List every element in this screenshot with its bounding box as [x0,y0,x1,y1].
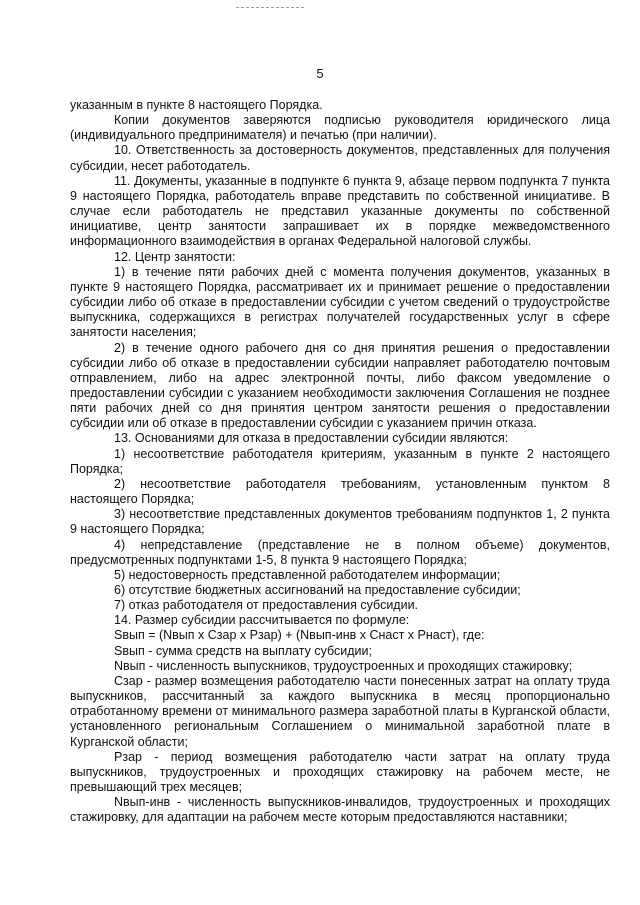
paragraph-item-13-2: 2) несоответствие работодателя требованиям, установленным пунктом 8 настоящего Порядка; [70,476,610,507]
document-body [70,98,610,826]
paragraph-item-12-2: 2) в течение одного рабочего дня со дня принятия решения о предоставлении субсидии либо об отказе в предоставлении субсидии направляет работодателю почтовым отправлением, либо на адрес электронной почты, либо факсом уведомление о предоставлении субсидии с указанием необходимости заключения Соглашения не позднее пяти рабочих дней со дня принятия центром занятости решения о предоставлении субсидии или об отказе в предоставлении субсидии с указанием причин отказа. [70,340,610,431]
paragraph-item-13-1: 1) несоответствие работодателя критериям, указанным в пункте 2 настоящего Порядка; [70,446,610,476]
paragraph-item-12-1: 1) в течение пяти рабочих дней с момента получения документов, указанных в пункте 9 настоящего Порядка, рассматривает их и принимает решение о предоставлении субсидии либо об отказе в предоставлении субсидии с учетом сведений о трудоустройстве выпускника, содержащихся в регистрах получателей государственных услуг в сфере занятости населения; [70,264,610,340]
paragraph-def-svyp: Sвып - сумма средств на выплату субсидии; [114,643,372,658]
paragraph-item-13-6: 6) отсутствие бюджетных ассигнований на предоставление субсидии; [114,583,521,597]
paragraph-continuation: указанным в пункте 8 настоящего Порядка. [70,98,323,112]
paragraph-formula: Sвып = (Nвып х Сзар х Рзар) + (Nвып-инв х Снаст х Рнаст), где: [114,628,485,643]
paragraph-def-nvyp: Nвып - численность выпускников, трудоустроенных и проходящих стажировку; [114,658,573,673]
paragraph-def-szar: Сзар - размер возмещения работодателю части понесенных затрат на оплату труда выпускников, рассчитанный за каждого выпускника в месяц пропорционально отработанному времени от минимального размера заработной платы в Курганской области, установленного региональным Соглашением о минимальной заработной плате в Курганской области; [70,673,610,749]
page-number: 5 [316,66,324,81]
scan-header-mark [236,7,304,10]
paragraph-item-10: 10. Ответственность за достоверность документов, представленных для получения субсидии, несет работодатель. [70,143,610,173]
paragraph-copies-certification: Копии документов заверяются подписью руководителя юридического лица (индивидуального предпринимателя) и печатью (при наличии). [70,113,610,143]
paragraph-item-13: 13. Основаниями для отказа в предоставлении субсидии являются: [114,431,509,446]
paragraph-item-14: 14. Размер субсидии рассчитывается по формуле: [114,613,410,628]
paragraph-item-13-4: 4) непредставление (представление не в полном объеме) документов, предусмотренных подпунктами 1-5, 8 пункта 9 настоящего Порядка; [70,537,610,567]
paragraph-item-12: 12. Центр занятости: [114,249,236,264]
paragraph-def-nvyp-inv: Nвып-инв - численность выпускников-инвалидов, трудоустроенных и проходящих стажировку, для адаптации на рабочем месте которым предоставляются наставники; [70,795,610,825]
paragraph-item-13-3: 3) несоответствие представленных документов требованиям подпунктов 1, 2 пункта 9 настоящего Порядка; [70,507,610,537]
paragraph-item-13-5: 5) недостоверность представленной работодателем информации; [114,567,501,582]
paragraph-item-13-7: 7) отказ работодателя от предоставления субсидии. [114,598,419,613]
paragraph-def-rzar: Рзар - период возмещения работодателю части затрат на оплату труда выпускников, трудоустроенных и проходящих стажировку на рабочем месте, не превышающий трех месяцев; [70,749,610,795]
paragraph-item-11: 11. Документы, указанные в подпункте 6 пункта 9, абзаце первом подпункта 7 пункта 9 настоящего Порядка, работодатель вправе представить по собственной инициативе. В случае если работодатель не представил указанные документы по собственной инициативе, центр занятости запрашивает их в порядке межведомственного информационного взаимодействия в органах Федеральной налоговой службы. [70,173,610,249]
